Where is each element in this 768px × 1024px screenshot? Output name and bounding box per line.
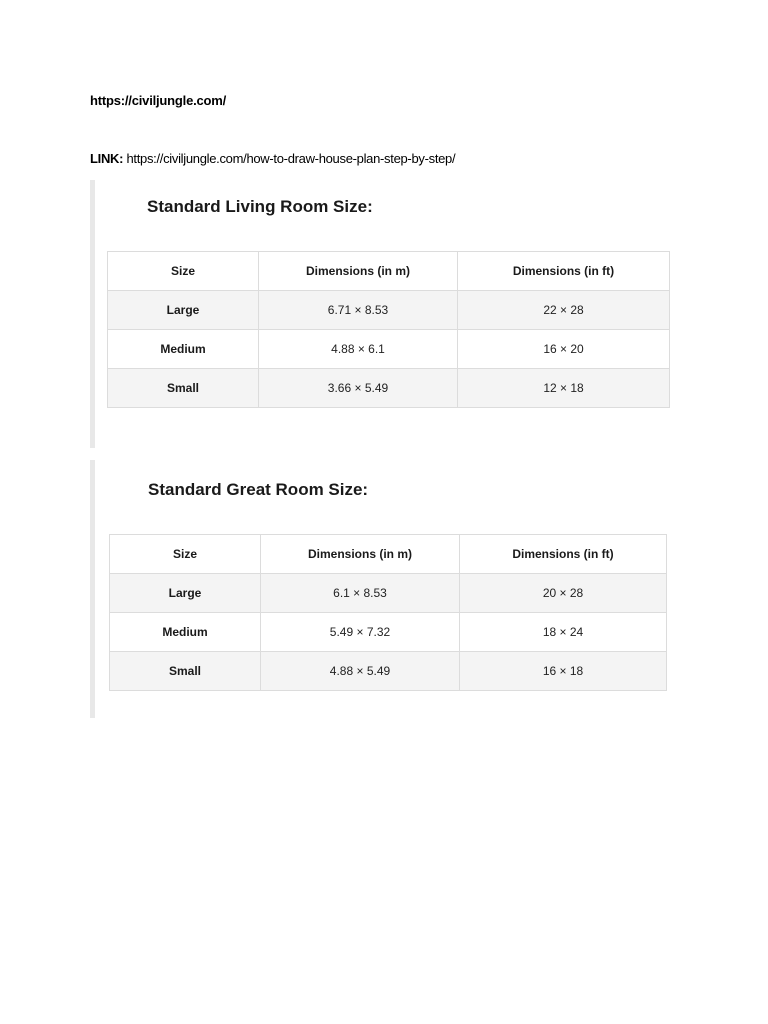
row-size-label: Small: [108, 369, 259, 408]
table-row: [108, 330, 670, 369]
table-row: [108, 369, 670, 408]
row-size-label: Large: [110, 574, 261, 613]
column-header: Size: [108, 252, 259, 291]
table-header-row: [110, 535, 667, 574]
table-row: [110, 652, 667, 691]
row-size-label: Medium: [110, 613, 261, 652]
site-url[interactable]: https://civiljungle.com/: [90, 93, 227, 108]
dimension-m-cell: 3.66 × 5.49: [259, 369, 458, 408]
dimension-ft-cell: 12 × 18: [458, 369, 670, 408]
dimension-m-cell: 6.71 × 8.53: [259, 291, 458, 330]
table-row: [108, 291, 670, 330]
column-header: Size: [110, 535, 261, 574]
table-row: [110, 613, 667, 652]
figure-left-border: [90, 180, 95, 448]
column-header: Dimensions (in ft): [458, 252, 670, 291]
link-prefix: LINK:: [90, 151, 127, 166]
figure-left-border: [90, 460, 95, 718]
dimension-m-cell: 4.88 × 6.1: [259, 330, 458, 369]
link-url[interactable]: https://civiljungle.com/how-to-draw-house-plan-step-by-step/: [126, 151, 456, 166]
table-row: [110, 574, 667, 613]
table-header-row: [108, 252, 670, 291]
row-size-label: Large: [108, 291, 259, 330]
living-room-table: [107, 251, 670, 408]
dimension-ft-cell: 16 × 20: [458, 330, 670, 369]
dimension-ft-cell: 20 × 28: [460, 574, 667, 613]
great-room-table: [109, 534, 667, 691]
dimension-ft-cell: 22 × 28: [458, 291, 670, 330]
row-size-label: Medium: [108, 330, 259, 369]
living-room-figure: [90, 180, 680, 448]
living-room-title: Standard Living Room Size:: [147, 197, 373, 216]
dimension-ft-cell: 16 × 18: [460, 652, 667, 691]
dimension-m-cell: 5.49 × 7.32: [261, 613, 460, 652]
great-room-figure: [90, 460, 680, 718]
link-line: [90, 151, 455, 166]
column-header: Dimensions (in ft): [460, 535, 667, 574]
column-header: Dimensions (in m): [261, 535, 460, 574]
dimension-ft-cell: 18 × 24: [460, 613, 667, 652]
great-room-title: Standard Great Room Size:: [148, 480, 369, 499]
dimension-m-cell: 6.1 × 8.53: [261, 574, 460, 613]
dimension-m-cell: 4.88 × 5.49: [261, 652, 460, 691]
column-header: Dimensions (in m): [259, 252, 458, 291]
row-size-label: Small: [110, 652, 261, 691]
